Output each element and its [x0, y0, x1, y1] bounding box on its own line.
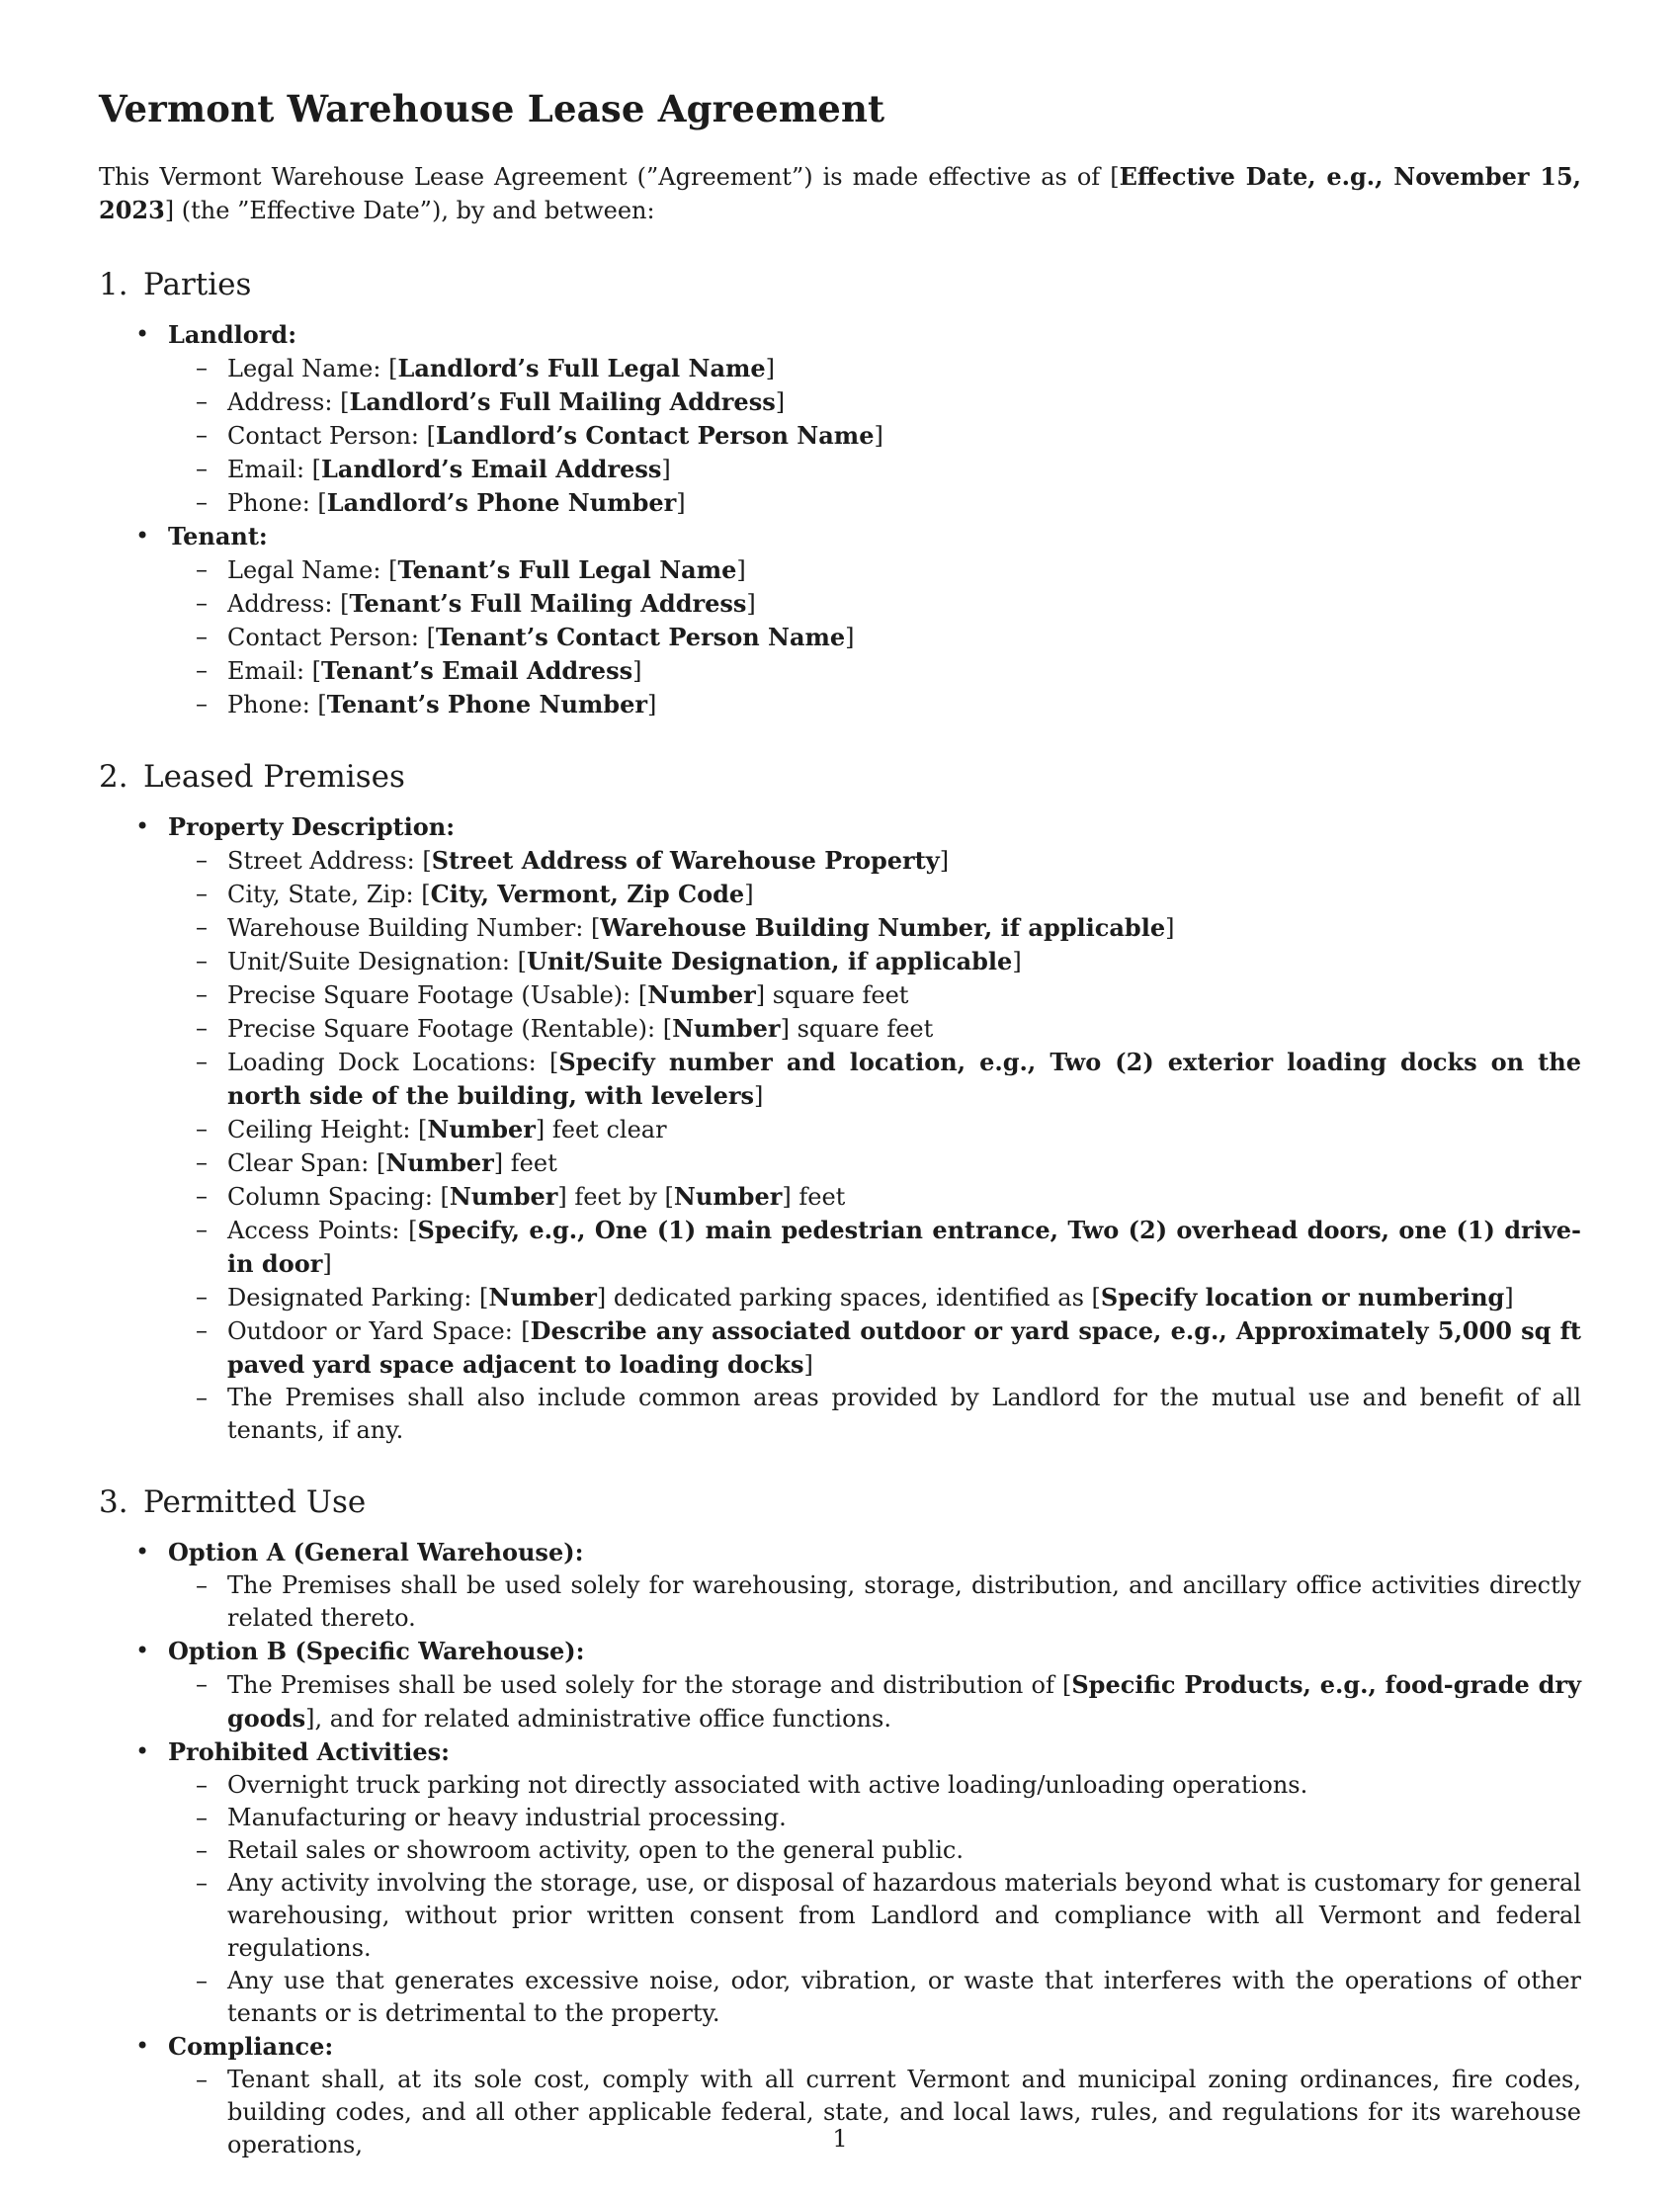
intro-paragraph [99, 160, 1581, 227]
compliance-text: – Tenant shall, at its sole cost, comply with all current Vermont and municipal zoning ordinances, fire codes, building codes, and all other applicable federal, state, and local laws, rules, and regulations for its warehouse operations, [196, 2066, 1581, 2158]
dash-icon: – [196, 1216, 208, 1243]
premises-list [99, 810, 1581, 1447]
section-number: 2. [99, 759, 128, 795]
option-b-heading: Option B (Specific Warehouse): [168, 1637, 585, 1665]
tenant-address: – Address: [Tenant’s Full Mailing Address] [196, 589, 756, 618]
section-parties [99, 267, 1581, 721]
bullet-icon: • [135, 812, 150, 840]
document-title: Vermont Warehouse Lease Agreement [99, 87, 885, 130]
sqft-rentable: – Precise Square Footage (Rentable): [Number] square feet [196, 1014, 934, 1043]
option-a-text: – The Premises shall be used solely for warehousing, storage, distribution, and ancillary office activities directly related thereto. [196, 1571, 1581, 1632]
bullet-icon: • [135, 1538, 150, 1565]
prohibited-list [168, 1769, 1581, 2030]
dash-icon: – [196, 1148, 208, 1176]
dash-icon: – [196, 1836, 208, 1864]
dash-icon: – [196, 1670, 208, 1698]
sqft-usable: – Precise Square Footage (Usable): [Number] square feet [196, 980, 909, 1009]
page-number: 1 [832, 2125, 848, 2153]
landlord-legal-name: – Legal Name: [Landlord’s Full Legal Name] [196, 354, 776, 382]
landlord-address: – Address: [Landlord’s Full Mailing Address] [196, 387, 786, 416]
dash-icon: – [196, 1384, 208, 1411]
list-item: – Any use that generates excessive noise, odor, vibration, or waste that interferes with the operations of other tenants or is detrimental to the property. [196, 1967, 1581, 2027]
bullet-icon: • [135, 1737, 150, 1765]
landlord-email: – Email: [Landlord’s Email Address] [196, 455, 671, 483]
option-b-details [168, 1668, 1581, 1735]
dash-icon: – [196, 455, 208, 482]
list-item: – Overnight truck parking not directly associated with active loading/unloading operations. [168, 1769, 1581, 1802]
column-spacing: – Column Spacing: [Number] feet by [Number] feet [196, 1182, 846, 1211]
dash-icon: – [196, 623, 208, 650]
dash-icon: – [196, 1804, 208, 1831]
property-details [168, 844, 1581, 1447]
clear-span: – Clear Span: [Number] feet [196, 1148, 557, 1177]
landlord-contact: – Contact Person: [Landlord’s Contact Person Name] [196, 421, 883, 450]
dash-icon: – [196, 656, 208, 684]
dash-icon: – [196, 1182, 208, 1210]
landlord-item [99, 318, 1581, 520]
dash-icon: – [196, 1571, 208, 1599]
tenant-heading: Tenant: [168, 522, 268, 550]
tenant-legal-name: – Legal Name: [Tenant’s Full Legal Name] [196, 555, 746, 584]
common-areas: – The Premises shall also include common areas provided by Landlord for the mutual use and benefit of all tenants, if any. [196, 1384, 1581, 1444]
option-b-item [99, 1635, 1581, 1735]
dash-icon: – [196, 980, 208, 1008]
dash-icon: – [196, 1115, 208, 1142]
yard-space: – Outdoor or Yard Space: [Describe any associated outdoor or yard space, e.g., Approximately 5,000 sq ft paved yard space adjacent to loading docks] [196, 1316, 1581, 1379]
access-points: – Access Points: [Specify, e.g., One (1) main pedestrian entrance, Two (2) overhead doors, one (1) drive-in door] [196, 1216, 1581, 1278]
effective-date-placeholder: Effective Date, e.g., November 15, 2023 [99, 162, 1581, 224]
bullet-icon: • [135, 1637, 150, 1664]
tenant-contact: – Contact Person: [Tenant’s Contact Person Name] [196, 623, 855, 651]
dash-icon: – [196, 947, 208, 974]
intro-text-end: ] (the ”Effective Date”), by and between: [164, 197, 655, 224]
dash-icon: – [196, 421, 208, 449]
property-description-item [99, 810, 1581, 1447]
dash-icon: – [196, 354, 208, 381]
tenant-phone: – Phone: [Tenant’s Phone Number] [196, 690, 657, 719]
option-a-details [168, 1569, 1581, 1635]
bullet-icon: • [135, 522, 150, 550]
dash-icon: – [196, 555, 208, 583]
tenant-email: – Email: [Tenant’s Email Address] [196, 656, 642, 685]
section-permitted-use [99, 1484, 1581, 2161]
dash-icon: – [196, 913, 208, 941]
section-heading [99, 267, 1581, 302]
dash-icon: – [196, 1869, 208, 1897]
dash-icon: – [196, 1283, 208, 1311]
dash-icon: – [196, 589, 208, 617]
tenant-details [168, 553, 1581, 721]
list-item: – Any activity involving the storage, use, or disposal of hazardous materials beyond what is customary for general warehousing, without prior written consent from Landlord and compliance with all Vermont and federal regulations. [196, 1869, 1581, 1962]
loading-docks: – Loading Dock Locations: [Specify number and location, e.g., Two (2) exterior loading docks on the north side of the building, with levelers] [196, 1048, 1581, 1110]
tenant-item [99, 520, 1581, 721]
dash-icon: – [196, 846, 208, 874]
city-state-zip: – City, State, Zip: [City, Vermont, Zip Code] [196, 880, 754, 908]
list-item: – Retail sales or showroom activity, open to the general public. [168, 1834, 1581, 1867]
option-a-item [99, 1536, 1581, 1635]
parties-list [99, 318, 1581, 721]
dash-icon: – [196, 1771, 208, 1799]
dash-icon: – [196, 2066, 208, 2093]
dash-icon: – [196, 1048, 208, 1075]
dash-icon: – [196, 1967, 208, 1994]
prohibited-heading: Prohibited Activities: [168, 1737, 450, 1766]
option-b-text: – The Premises shall be used solely for the storage and distribution of [Specific Products, e.g., food-grade dry goods], and for related administrative office functions. [196, 1670, 1581, 1733]
dash-icon: – [196, 488, 208, 516]
building-number: – Warehouse Building Number: [Warehouse Building Number, if applicable] [196, 913, 1175, 942]
dash-icon: – [196, 1316, 208, 1344]
intro-text: This Vermont Warehouse Lease Agreement (”Agreement”) is made effective as of [ [99, 163, 1120, 191]
section-title: Permitted Use [143, 1484, 367, 1520]
dash-icon: – [196, 880, 208, 907]
dash-icon: – [196, 1014, 208, 1042]
section-heading [99, 759, 1581, 795]
bullet-icon: • [135, 320, 150, 348]
street-address: – Street Address: [Street Address of Warehouse Property] [196, 846, 950, 875]
landlord-phone: – Phone: [Landlord’s Phone Number] [196, 488, 686, 517]
ceiling-height: – Ceiling Height: [Number] feet clear [196, 1115, 667, 1143]
designated-parking: – Designated Parking: [Number] dedicated parking spaces, identified as [Specify location or numbering] [196, 1283, 1514, 1311]
section-number: 1. [99, 267, 128, 302]
compliance-heading: Compliance: [168, 2032, 334, 2061]
section-leased-premises [99, 759, 1581, 1447]
use-list [99, 1536, 1581, 2161]
bullet-icon: • [135, 2032, 150, 2060]
unit-designation: – Unit/Suite Designation: [Unit/Suite Designation, if applicable] [196, 947, 1022, 975]
section-number: 3. [99, 1484, 128, 1520]
dash-icon: – [196, 387, 208, 415]
landlord-details [168, 352, 1581, 520]
dash-icon: – [196, 690, 208, 718]
section-heading [99, 1484, 1581, 1520]
section-title: Leased Premises [143, 759, 405, 795]
list-item: – Manufacturing or heavy industrial processing. [168, 1802, 1581, 1834]
section-title: Parties [143, 267, 252, 302]
landlord-heading: Landlord: [168, 320, 297, 349]
prohibited-activities-item [99, 1735, 1581, 2030]
property-description-heading: Property Description: [168, 812, 456, 841]
option-a-heading: Option A (General Warehouse): [168, 1538, 584, 1566]
document-page [99, 87, 1581, 2199]
